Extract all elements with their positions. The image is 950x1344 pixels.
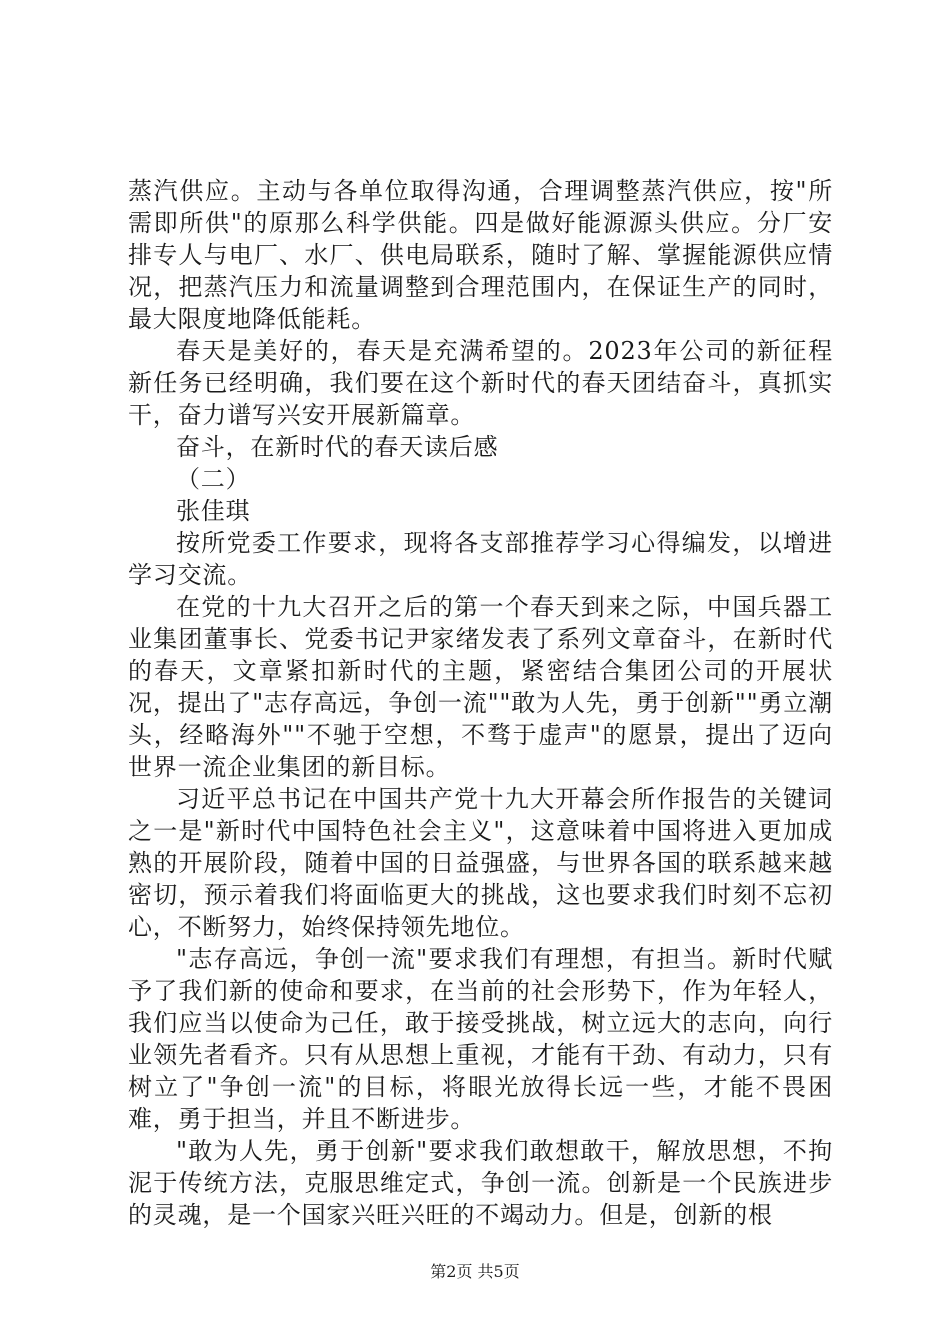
document-body [128,175,833,1231]
article-title: 奋斗，在新时代的春天读后感 [176,433,499,461]
paragraph-1: 蒸汽供应。主动与各单位取得沟通，合理调整蒸汽供应，按"所需即所供"的原那么科学供能。四是做好能源源头供应。分厂安排专人与电厂、水厂、供电局联系，随时了解、掌握能源供应情况，把蒸汽压力和流量调整到合理范围内，在保证生产的同时，最大限度地降低能耗。 [128,177,833,333]
page-footer: 第2页 共5页 [430,1262,520,1281]
article-author: 张佳琪 [176,497,251,525]
paragraph-5: 习近平总书记在中国共产党十九大开幕会所作报告的关键词之一是"新时代中国特色社会主义"，这意味着中国将进入更加成熟的开展阶段，随着中国的日益强盛，与世界各国的联系越来越密切，预示着我们将面临更大的挑战，这也要求我们时刻不忘初心，不断努力，始终保持领先地位。 [128,785,833,941]
paragraph-2: 春天是美好的，春天是充满希望的。2023年公司的新征程新任务已经明确，我们要在这个新时代的春天团结奋斗，真抓实干，奋力谱写兴安开展新篇章。 [128,337,833,429]
paragraph-3: 按所党委工作要求，现将各支部推荐学习心得编发，以增进学习交流。 [128,529,833,589]
paragraph-4: 在党的十九大召开之后的第一个春天到来之际，中国兵器工业集团董事长、党委书记尹家绪发表了系列文章奋斗，在新时代的春天，文章紧扣新时代的主题，紧密结合集团公司的开展状况，提出了"志存高远，争创一流""敢为人先，勇于创新""勇立潮头，经略海外""不驰于空想，不骛于虚声"的愿景，提出了迈向世界一流企业集团的新目标。 [128,593,833,781]
paragraph-7: "敢为人先，勇于创新"要求我们敢想敢干，解放思想，不拘泥于传统方法，克服思维定式，争创一流。创新是一个民族进步的灵魂，是一个国家兴旺兴旺的不竭动力。但是，创新的根 [128,1137,833,1229]
article-subtitle: （二） [176,465,251,493]
paragraph-6: "志存高远，争创一流"要求我们有理想，有担当。新时代赋予了我们新的使命和要求，在当前的社会形势下，作为年轻人，我们应当以使命为己任，敢于接受挑战，树立远大的志向，向行业领先者看齐。只有从思想上重视，才能有干劲、有动力，只有树立了"争创一流"的目标，将眼光放得长远一些，才能不畏困难，勇于担当，并且不断进步。 [128,945,833,1133]
